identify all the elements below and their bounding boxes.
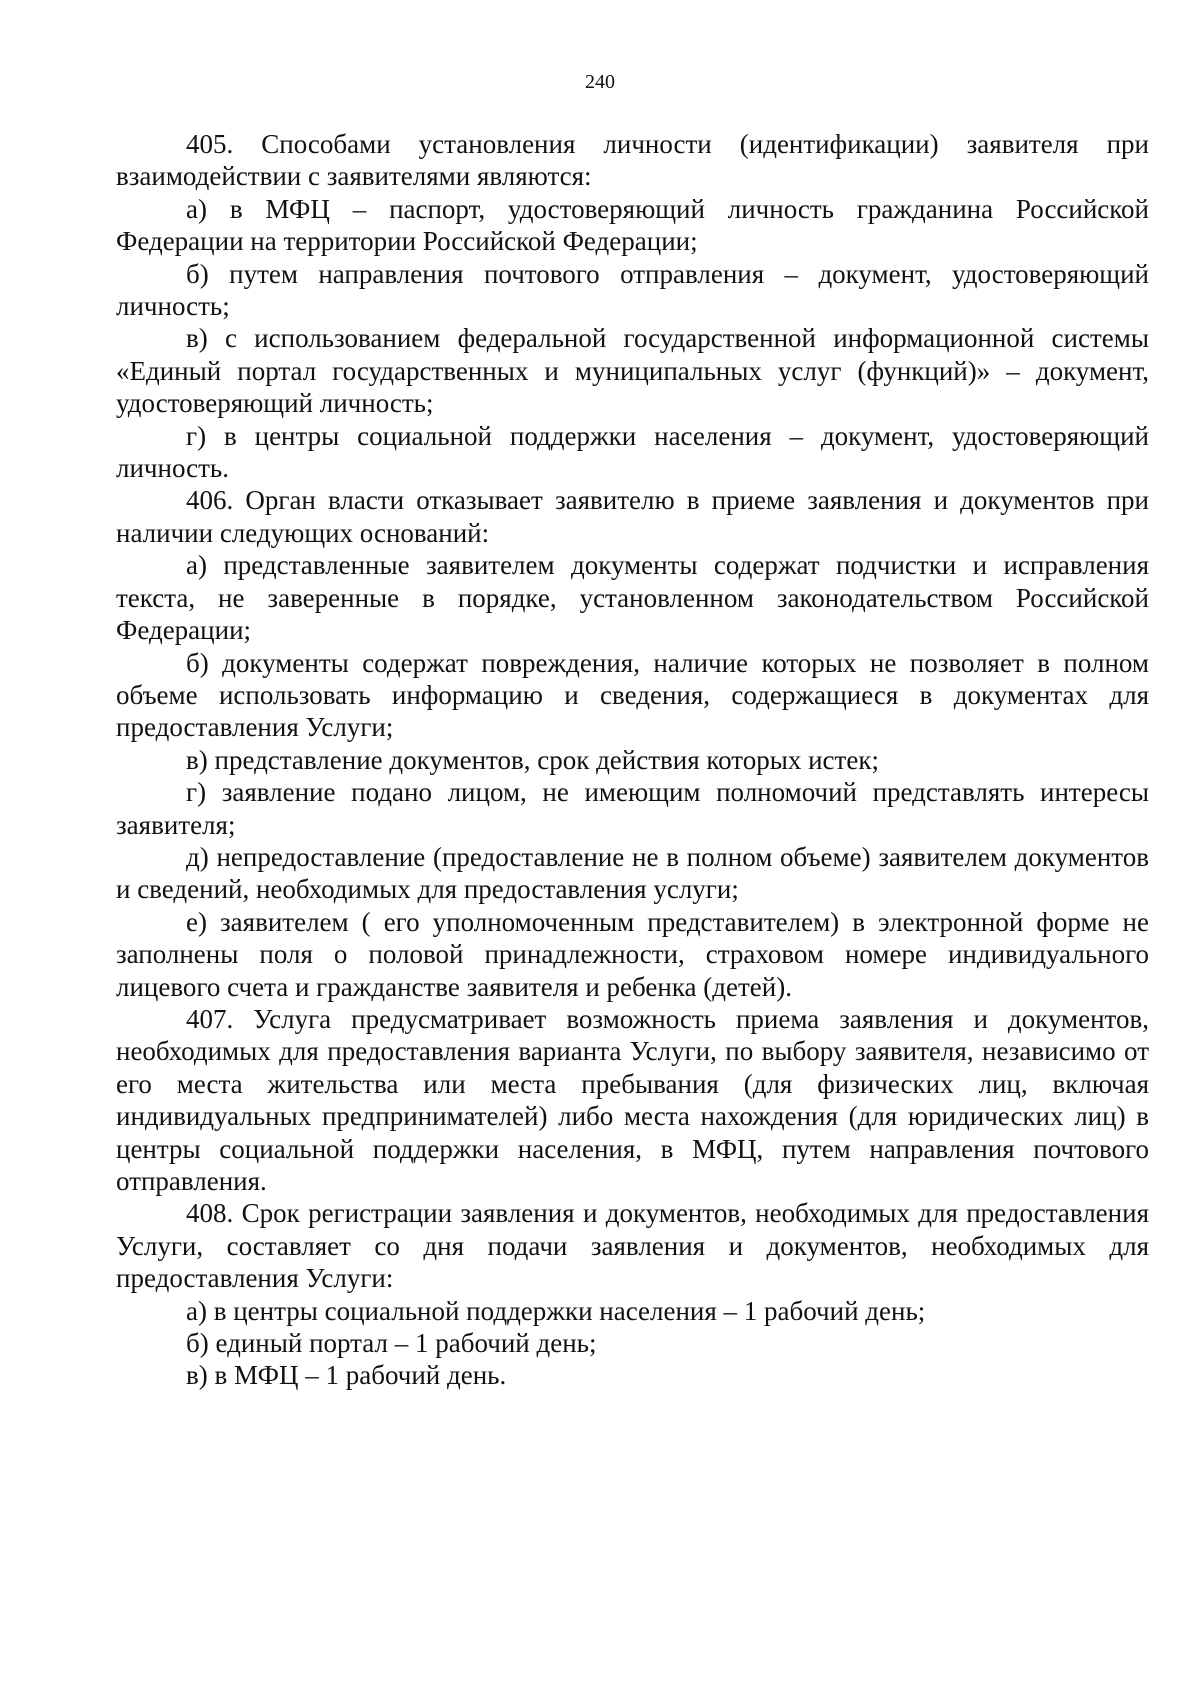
list-item-406-a: а) представленные заявителем документы содержат подчистки и исправления текста, не заверенные в порядке, установленном законодательством Российской Федерации; bbox=[116, 550, 1149, 646]
page-number: 240 bbox=[585, 71, 615, 93]
list-item-408-v: в) в МФЦ – 1 рабочий день. bbox=[186, 1360, 507, 1391]
list-item-406-d: д) непредоставление (предоставление не в полном объеме) заявителем документов и сведений, необходимых для предоставления услуги; bbox=[116, 841, 1149, 905]
document-body bbox=[116, 128, 1149, 1392]
paragraph-406: 406. Орган власти отказывает заявителю в приеме заявления и документов при наличии следующих оснований: bbox=[116, 485, 1149, 548]
list-item-406-b: б) документы содержат повреждения, наличие которых не позволяет в полном объеме использовать информацию и сведения, содержащиеся в документах для предоставления Услуги; bbox=[116, 647, 1149, 743]
paragraph-407: 407. Услуга предусматривает возможность приема заявления и документов, необходимых для предоставления варианта Услуги, по выбору заявителя, независимо от его места жительства или места пребывания (для физических лиц, включая индивидуальных предпринимателей) либо места нахождения (для юридических лиц) в центры социальной поддержки населения, в МФЦ, путем направления почтового отправления. bbox=[116, 1003, 1149, 1196]
list-item-408-a: а) в центры социальной поддержки населения – 1 рабочий день; bbox=[186, 1295, 926, 1326]
paragraph-405: 405. Способами установления личности (идентификации) заявителя при взаимодействии с заявителями являются: bbox=[116, 129, 1149, 192]
list-item-405-a: а) в МФЦ – паспорт, удостоверяющий личность гражданина Российской Федерации на территории Российской Федерации; bbox=[116, 193, 1149, 257]
list-item-405-g: г) в центры социальной поддержки населения – документ, удостоверяющий личность. bbox=[116, 420, 1149, 484]
list-item-405-v: в) с использованием федеральной государственной информационной системы «Единый портал государственных и муниципальных услуг (функций)» – документ, удостоверяющий личность; bbox=[116, 323, 1149, 419]
list-item-406-g: г) заявление подано лицом, не имеющим полномочий представлять интересы заявителя; bbox=[116, 777, 1149, 840]
paragraph-408: 408. Срок регистрации заявления и документов, необходимых для предоставления Услуги, составляет со дня подачи заявления и документов, необходимых для предоставления Услуги: bbox=[116, 1198, 1149, 1294]
list-item-406-e: е) заявителем ( его уполномоченным представителем) в электронной форме не заполнены поля о половой принадлежности, страховом номере индивидуального лицевого счета и гражданстве заявителя и ребенка (детей). bbox=[116, 906, 1149, 1002]
list-item-406-v: в) представление документов, срок действия которых истек; bbox=[186, 744, 879, 775]
list-item-405-b: б) путем направления почтового отправления – документ, удостоверяющий личность; bbox=[116, 258, 1149, 322]
list-item-408-b: б) единый портал – 1 рабочий день; bbox=[186, 1328, 597, 1359]
